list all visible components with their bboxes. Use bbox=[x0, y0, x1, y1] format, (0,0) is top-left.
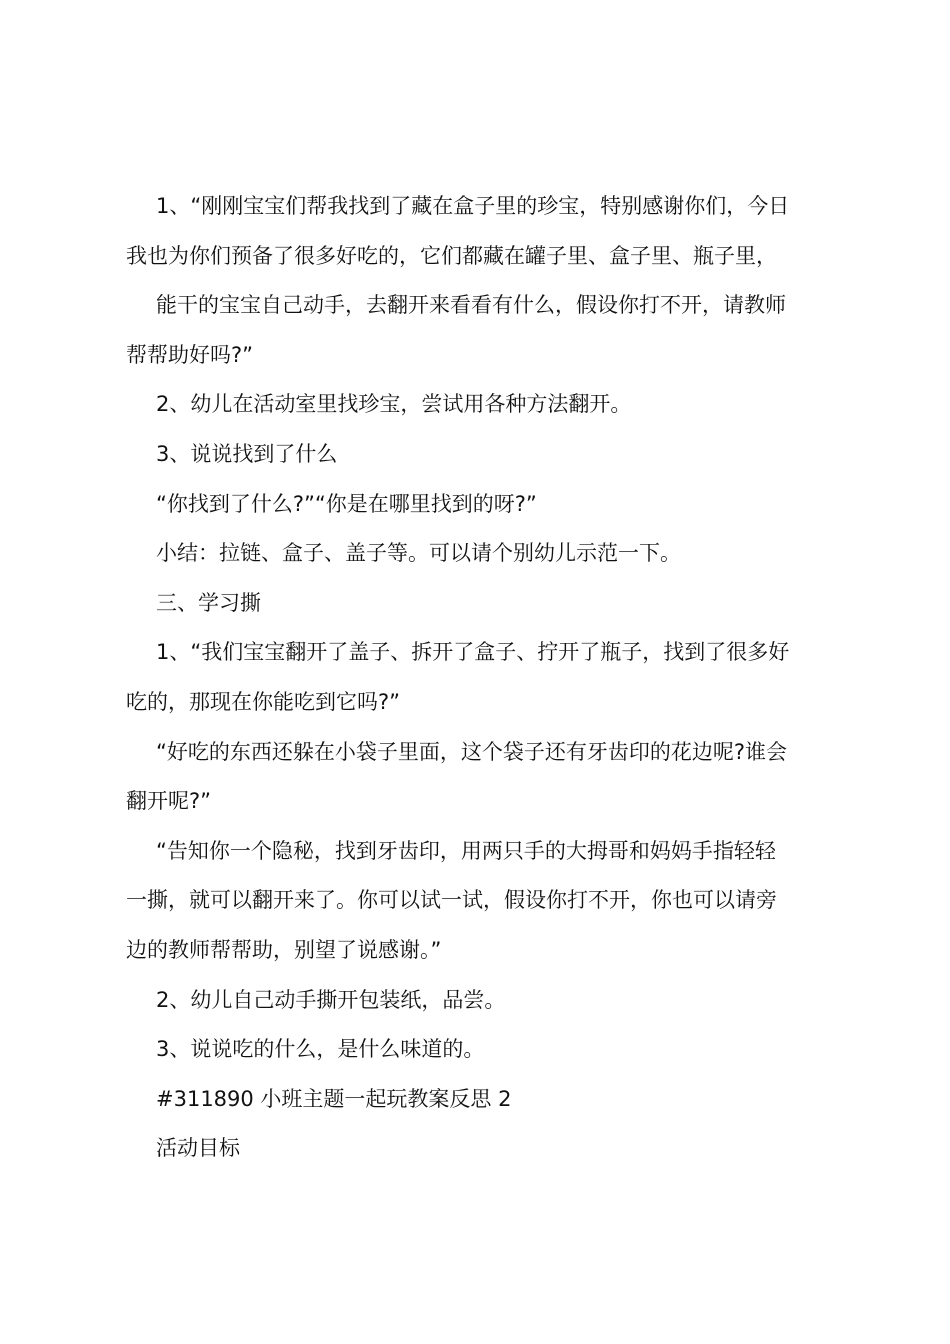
section-heading: 活动目标 bbox=[156, 1136, 240, 1161]
section-heading: 三、学习撕 bbox=[156, 590, 261, 615]
text-line: 3、说说吃的什么，是什么味道的。 bbox=[156, 1037, 485, 1062]
document-body bbox=[126, 182, 836, 1174]
text-line: 边的教师帮帮助，别望了说感谢。” bbox=[126, 937, 442, 962]
text-line: 翻开呢?” bbox=[126, 789, 212, 814]
text-line: 3、说说找到了什么 bbox=[156, 441, 338, 466]
text-line: 1、“我们宝宝翻开了盖子、拆开了盒子、拧开了瓶子，找到了很多好 bbox=[156, 640, 790, 665]
text-line: 吃的，那现在你能吃到它吗?” bbox=[126, 689, 401, 714]
text-line: 1、“刚刚宝宝们帮我找到了藏在盒子里的珍宝，特别感谢你们，今日 bbox=[156, 194, 790, 218]
text-line: 一撕，就可以翻开来了。你可以试一试，假设你打不开，你也可以请旁 bbox=[126, 888, 777, 913]
text-line: 2、幼儿在活动室里找珍宝，尝试用各种方法翻开。 bbox=[156, 392, 632, 417]
text-line: 能干的宝宝自己动手，去翻开来看看有什么，假设你打不开，请教师 bbox=[156, 293, 786, 318]
text-line: “你找到了什么?”“你是在哪里找到的呀?” bbox=[156, 491, 537, 516]
document-title: #311890 小班主题一起玩教案反思 2 bbox=[156, 1086, 512, 1111]
text-line: 2、幼儿自己动手撕开包装纸，品尝。 bbox=[156, 987, 506, 1012]
text-line: “告知你一个隐秘，找到牙齿印，用两只手的大拇哥和妈妈手指轻轻 bbox=[156, 838, 776, 863]
text-line: 我也为你们预备了很多好吃的，它们都藏在罐子里、盒子里、瓶子里， bbox=[126, 243, 777, 268]
text-line: 帮帮助好吗?” bbox=[126, 342, 254, 367]
text-line: “好吃的东西还躲在小袋子里面，这个袋子还有牙齿印的花边呢?谁会 bbox=[156, 739, 788, 764]
text-line: 小结：拉链、盒子、盖子等。可以请个别幼儿示范一下。 bbox=[156, 541, 681, 566]
